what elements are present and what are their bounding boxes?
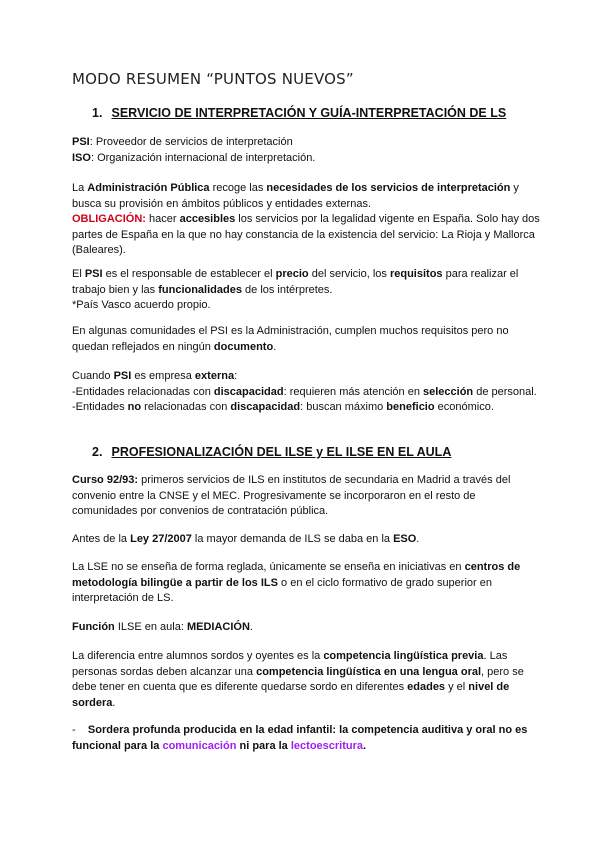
list-item: -Entidades no relacionadas con discapacidad: buscan máximo beneficio económico. [72, 401, 494, 413]
highlight-lectoescritura: lectoescritura [290, 739, 364, 752]
paragraph-sordera: - Sordera profunda producida en la edad infantil: la competencia auditiva y oral no es funcional para la comunicación ni para la lectoescritura. [72, 723, 550, 754]
obligacion-line: OBLIGACIÓN: hacer accesibles los servicios por la legalidad vigente en España. Solo hay dos [72, 213, 540, 225]
paragraph-lse: La LSE no se enseña de forma reglada, únicamente se enseña en iniciativas en centros de metodología bilingüe a partir de los ILS o en el ciclo formativo de grado superior en interpretación de LS. [72, 561, 521, 604]
paragraph-diferencia: La diferencia entre alumnos sordos y oyentes es la competencia lingüística previa. Las personas sordas deben alcanzar una competencia lingüística en una lengua oral, pero se debe tener en cuenta que es diferente quedarse sordo en diferentes edades y el nivel de sordera. [72, 650, 524, 709]
section-number: 2. [92, 445, 103, 459]
paragraph-ley: Antes de la Ley 27/2007 la mayor demanda de ILS se daba en la ESO. [72, 533, 420, 545]
section-title: PROFESIONALIZACIÓN DEL ILSE y EL ILSE EN EL AULA [111, 445, 452, 459]
list-item: -Entidades relacionadas con discapacidad: requieren más atención en selección de personal. [72, 385, 537, 398]
highlight-comunicacion: comunicación [162, 739, 237, 752]
paragraph-curso: Curso 92/93: primeros servicios de ILS en institutos de secundaria en Madrid a través del convenio entre la CNSE y el MEC. Progresivamente se incorporaron en el resto de comunidades por convenios de contratación pública. [72, 474, 511, 517]
section-1-heading [92, 106, 506, 120]
paragraph-administracion: La Administración Pública recoge las necesidades de los servicios de interpretación y busca su provisión en ámbitos públicos y entidades externas. OBLIGACIÓN: hacer accesibles los servicios por la legalidad vigente en España. Solo hay dos partes de España en la que no hay constancia de la existencia del servicio: La Rioja y Mallorca (Baleares). [72, 181, 550, 259]
list-item: - Sordera profunda producida en la edad infantil: la competencia auditiva y oral no es [72, 724, 528, 736]
definition-psi: PSI: Proveedor de servicios de interpretación [72, 136, 293, 148]
paragraph-comunidades: En algunas comunidades el PSI es la Administración, cumplen muchos requisitos pero no quedan reflejados en ningún documento. [72, 325, 509, 353]
section-number: 1. [92, 106, 103, 120]
section-2-heading [92, 445, 451, 459]
definitions [72, 135, 550, 166]
obligacion-label: OBLIGACIÓN: [72, 213, 146, 225]
paragraph-funcion: Función ILSE en aula: MEDIACIÓN. [72, 621, 253, 633]
note-pais-vasco: *País Vasco acuerdo propio. [72, 299, 211, 311]
paragraph-psi: El PSI es el responsable de establecer el precio del servicio, los requisitos para realizar el trabajo bien y las funcionalidades de los intérpretes. *País Vasco acuerdo propio. [72, 267, 550, 314]
document-title: MODO RESUMEN “PUNTOS NUEVOS” [72, 70, 354, 88]
definition-iso: ISO: Organización internacional de interpretación. [72, 151, 316, 164]
section-title: SERVICIO DE INTERPRETACIÓN Y GUÍA-INTERPRETACIÓN DE LS [111, 106, 507, 120]
paragraph-empresa-externa: Cuando PSI es empresa externa: -Entidades relacionadas con discapacidad: requieren más atención en selección de personal. -Entidades no relacionadas con discapacidad: buscan máximo beneficio económico. [72, 369, 550, 416]
